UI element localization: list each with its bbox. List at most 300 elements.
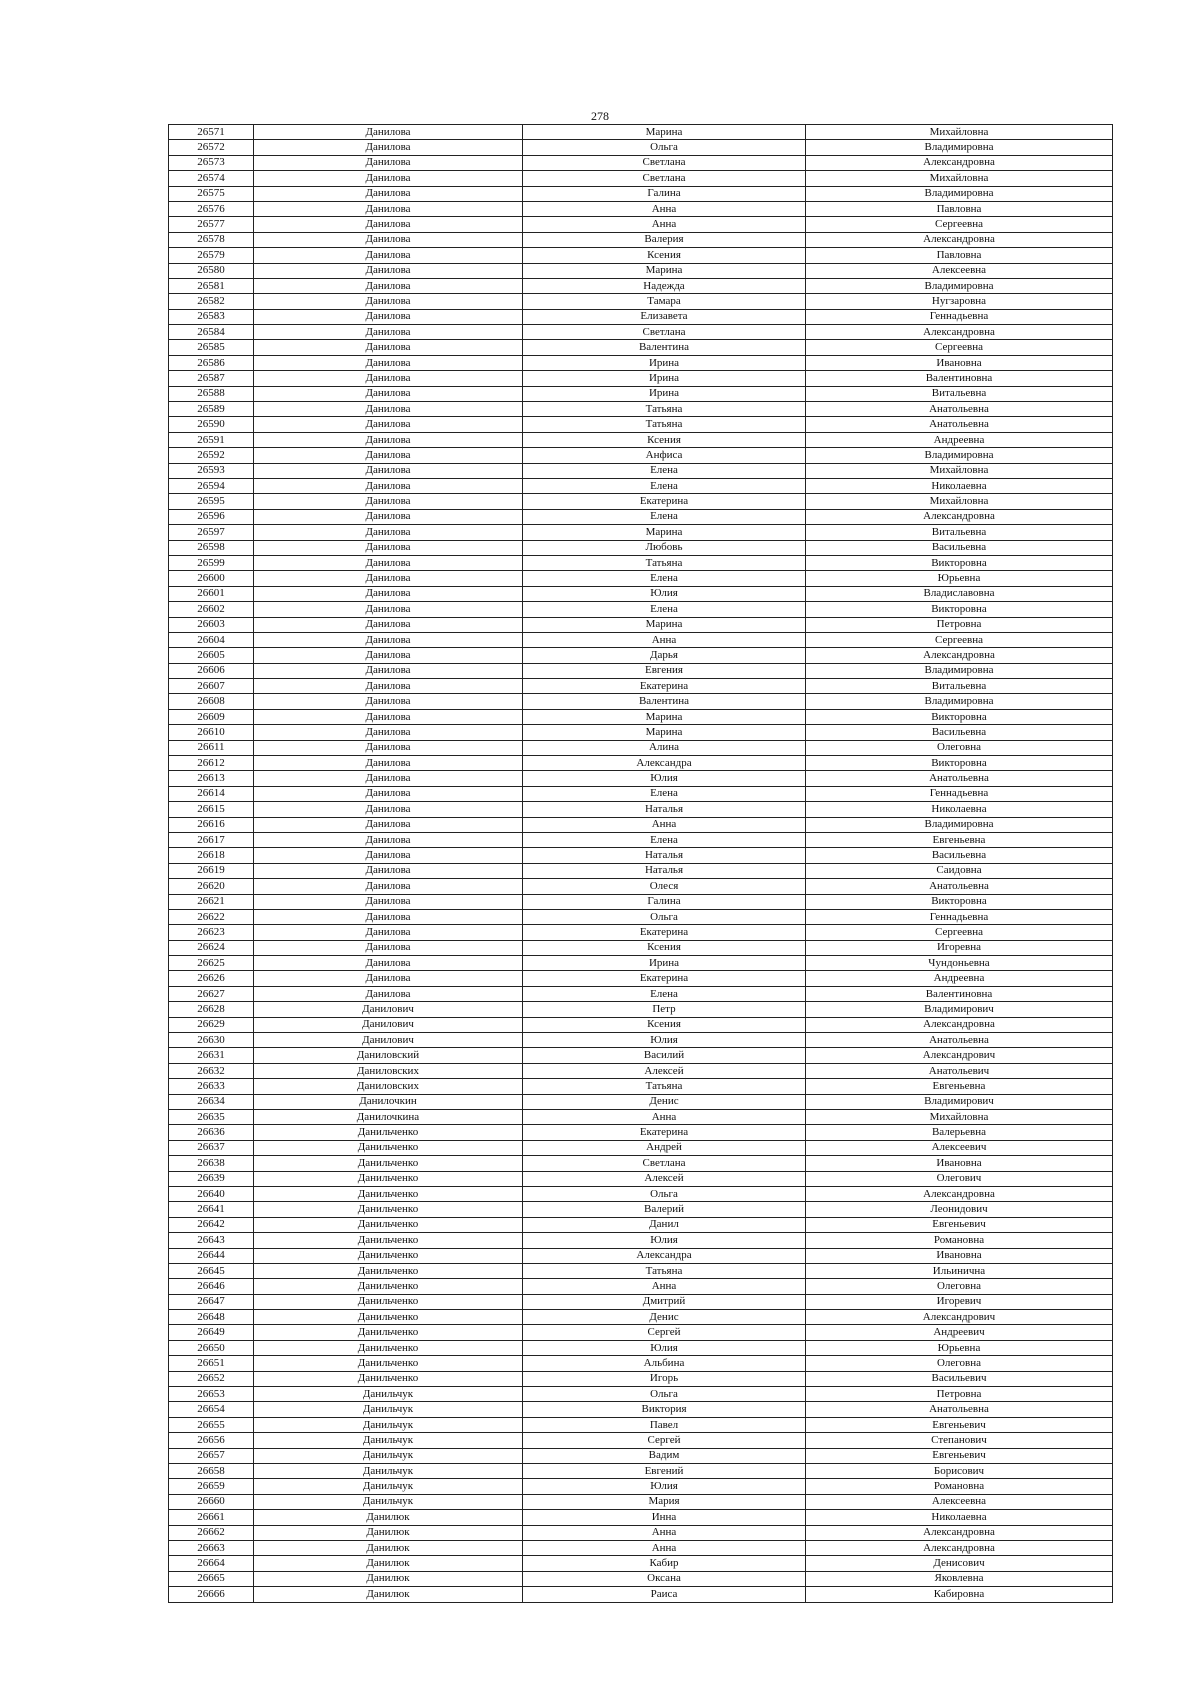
first-name-cell: Светлана xyxy=(523,325,806,340)
first-name-cell: Светлана xyxy=(523,171,806,186)
last-name-cell: Даниловских xyxy=(254,1063,523,1078)
table-row xyxy=(169,571,1113,586)
last-name-cell: Данилова xyxy=(254,294,523,309)
last-name-cell: Данильченко xyxy=(254,1248,523,1263)
table-row xyxy=(169,894,1113,909)
table-row xyxy=(169,1587,1113,1602)
record-number-cell: 26639 xyxy=(169,1171,254,1186)
patronymic-cell: Владиславовна xyxy=(806,586,1113,601)
record-number-cell: 26654 xyxy=(169,1402,254,1417)
first-name-cell: Юлия xyxy=(523,771,806,786)
record-number-cell: 26628 xyxy=(169,1002,254,1017)
record-number-cell: 26577 xyxy=(169,217,254,232)
last-name-cell: Данилова xyxy=(254,325,523,340)
table-row xyxy=(169,125,1113,140)
table-row xyxy=(169,1079,1113,1094)
first-name-cell: Анна xyxy=(523,1525,806,1540)
last-name-cell: Данилова xyxy=(254,386,523,401)
table-row xyxy=(169,509,1113,524)
patronymic-cell: Степанович xyxy=(806,1433,1113,1448)
record-number-cell: 26596 xyxy=(169,509,254,524)
last-name-cell: Данильченко xyxy=(254,1171,523,1186)
patronymic-cell: Сергеевна xyxy=(806,632,1113,647)
last-name-cell: Данилова xyxy=(254,448,523,463)
first-name-cell: Валерий xyxy=(523,1202,806,1217)
patronymic-cell: Владимирович xyxy=(806,1002,1113,1017)
table-row xyxy=(169,802,1113,817)
first-name-cell: Елена xyxy=(523,986,806,1001)
last-name-cell: Данильченко xyxy=(254,1140,523,1155)
first-name-cell: Ирина xyxy=(523,956,806,971)
record-number-cell: 26600 xyxy=(169,571,254,586)
patronymic-cell: Владимирович xyxy=(806,1094,1113,1109)
record-number-cell: 26664 xyxy=(169,1556,254,1571)
table-row xyxy=(169,1294,1113,1309)
first-name-cell: Алина xyxy=(523,740,806,755)
record-number-cell: 26623 xyxy=(169,925,254,940)
first-name-cell: Анна xyxy=(523,201,806,216)
first-name-cell: Елена xyxy=(523,571,806,586)
first-name-cell: Денис xyxy=(523,1094,806,1109)
last-name-cell: Данильченко xyxy=(254,1186,523,1201)
record-number-cell: 26605 xyxy=(169,648,254,663)
table-row xyxy=(169,1325,1113,1340)
record-number-cell: 26592 xyxy=(169,448,254,463)
last-name-cell: Данилюк xyxy=(254,1540,523,1555)
last-name-cell: Данилова xyxy=(254,494,523,509)
first-name-cell: Евгения xyxy=(523,663,806,678)
patronymic-cell: Викторовна xyxy=(806,894,1113,909)
table-row xyxy=(169,1110,1113,1125)
table-row xyxy=(169,740,1113,755)
last-name-cell: Данильчук xyxy=(254,1402,523,1417)
record-number-cell: 26663 xyxy=(169,1540,254,1555)
last-name-cell: Данилова xyxy=(254,355,523,370)
first-name-cell: Марина xyxy=(523,709,806,724)
last-name-cell: Данилова xyxy=(254,863,523,878)
patronymic-cell: Анатольевна xyxy=(806,771,1113,786)
table-row xyxy=(169,232,1113,247)
first-name-cell: Виктория xyxy=(523,1402,806,1417)
last-name-cell: Данильченко xyxy=(254,1202,523,1217)
record-number-cell: 26572 xyxy=(169,140,254,155)
last-name-cell: Данильченко xyxy=(254,1371,523,1386)
patronymic-cell: Анатольевна xyxy=(806,417,1113,432)
first-name-cell: Татьяна xyxy=(523,555,806,570)
patronymic-cell: Геннадьевна xyxy=(806,909,1113,924)
record-number-cell: 26624 xyxy=(169,940,254,955)
last-name-cell: Даниловский xyxy=(254,1048,523,1063)
record-number-cell: 26659 xyxy=(169,1479,254,1494)
table-row xyxy=(169,325,1113,340)
first-name-cell: Сергей xyxy=(523,1433,806,1448)
first-name-cell: Анна xyxy=(523,1110,806,1125)
record-number-cell: 26603 xyxy=(169,617,254,632)
first-name-cell: Евгений xyxy=(523,1463,806,1478)
patronymic-cell: Евгеньевна xyxy=(806,832,1113,847)
table-row xyxy=(169,1448,1113,1463)
record-number-cell: 26635 xyxy=(169,1110,254,1125)
last-name-cell: Данилова xyxy=(254,832,523,847)
patronymic-cell: Владимировна xyxy=(806,663,1113,678)
table-row xyxy=(169,417,1113,432)
last-name-cell: Данилова xyxy=(254,402,523,417)
first-name-cell: Игорь xyxy=(523,1371,806,1386)
first-name-cell: Василий xyxy=(523,1048,806,1063)
last-name-cell: Данилович xyxy=(254,1033,523,1048)
last-name-cell: Данилова xyxy=(254,740,523,755)
patronymic-cell: Васильевна xyxy=(806,540,1113,555)
record-number-cell: 26598 xyxy=(169,540,254,555)
patronymic-cell: Анатольевна xyxy=(806,402,1113,417)
first-name-cell: Марина xyxy=(523,617,806,632)
table-row xyxy=(169,478,1113,493)
patronymic-cell: Михайловна xyxy=(806,463,1113,478)
patronymic-cell: Андреевна xyxy=(806,432,1113,447)
first-name-cell: Галина xyxy=(523,894,806,909)
patronymic-cell: Александровна xyxy=(806,155,1113,170)
table-row xyxy=(169,555,1113,570)
first-name-cell: Раиса xyxy=(523,1587,806,1602)
patronymic-cell: Михайловна xyxy=(806,494,1113,509)
table-row xyxy=(169,1310,1113,1325)
patronymic-cell: Викторовна xyxy=(806,756,1113,771)
last-name-cell: Данильченко xyxy=(254,1263,523,1278)
patronymic-cell: Валерьевна xyxy=(806,1125,1113,1140)
table-row xyxy=(169,386,1113,401)
record-number-cell: 26634 xyxy=(169,1094,254,1109)
record-number-cell: 26581 xyxy=(169,278,254,293)
patronymic-cell: Олеговна xyxy=(806,1356,1113,1371)
patronymic-cell: Владимировна xyxy=(806,278,1113,293)
first-name-cell: Ольга xyxy=(523,140,806,155)
table-row xyxy=(169,1540,1113,1555)
first-name-cell: Ирина xyxy=(523,371,806,386)
table-row xyxy=(169,1002,1113,1017)
last-name-cell: Данилова xyxy=(254,971,523,986)
first-name-cell: Елена xyxy=(523,478,806,493)
patronymic-cell: Евгеньевна xyxy=(806,1079,1113,1094)
table-row xyxy=(169,1202,1113,1217)
record-number-cell: 26578 xyxy=(169,232,254,247)
record-number-cell: 26611 xyxy=(169,740,254,755)
last-name-cell: Данильченко xyxy=(254,1217,523,1232)
record-number-cell: 26617 xyxy=(169,832,254,847)
record-number-cell: 26610 xyxy=(169,725,254,740)
last-name-cell: Данилова xyxy=(254,555,523,570)
registry-table-body xyxy=(169,125,1113,1603)
table-row xyxy=(169,925,1113,940)
first-name-cell: Ксения xyxy=(523,940,806,955)
record-number-cell: 26665 xyxy=(169,1571,254,1586)
table-row xyxy=(169,494,1113,509)
last-name-cell: Данилова xyxy=(254,756,523,771)
table-row xyxy=(169,278,1113,293)
table-row xyxy=(169,1356,1113,1371)
table-row xyxy=(169,1494,1113,1509)
record-number-cell: 26649 xyxy=(169,1325,254,1340)
last-name-cell: Данилова xyxy=(254,140,523,155)
first-name-cell: Юлия xyxy=(523,1479,806,1494)
patronymic-cell: Олеговна xyxy=(806,1279,1113,1294)
table-row xyxy=(169,1125,1113,1140)
table-row xyxy=(169,1063,1113,1078)
last-name-cell: Данилова xyxy=(254,340,523,355)
last-name-cell: Данилова xyxy=(254,478,523,493)
table-row xyxy=(169,986,1113,1001)
table-row xyxy=(169,909,1113,924)
record-number-cell: 26593 xyxy=(169,463,254,478)
table-row xyxy=(169,1510,1113,1525)
record-number-cell: 26650 xyxy=(169,1340,254,1355)
record-number-cell: 26656 xyxy=(169,1433,254,1448)
record-number-cell: 26618 xyxy=(169,848,254,863)
record-number-cell: 26591 xyxy=(169,432,254,447)
record-number-cell: 26584 xyxy=(169,325,254,340)
patronymic-cell: Валентиновна xyxy=(806,986,1113,1001)
first-name-cell: Анна xyxy=(523,1279,806,1294)
table-row xyxy=(169,294,1113,309)
last-name-cell: Данилова xyxy=(254,648,523,663)
first-name-cell: Вадим xyxy=(523,1448,806,1463)
patronymic-cell: Юрьевна xyxy=(806,571,1113,586)
patronymic-cell: Анатольевна xyxy=(806,1033,1113,1048)
first-name-cell: Ольга xyxy=(523,909,806,924)
record-number-cell: 26595 xyxy=(169,494,254,509)
table-row xyxy=(169,586,1113,601)
last-name-cell: Данильченко xyxy=(254,1310,523,1325)
patronymic-cell: Геннадьевна xyxy=(806,309,1113,324)
patronymic-cell: Михайловна xyxy=(806,125,1113,140)
record-number-cell: 26647 xyxy=(169,1294,254,1309)
first-name-cell: Оксана xyxy=(523,1571,806,1586)
last-name-cell: Данилочкина xyxy=(254,1110,523,1125)
first-name-cell: Елена xyxy=(523,509,806,524)
table-row xyxy=(169,956,1113,971)
record-number-cell: 26655 xyxy=(169,1417,254,1432)
last-name-cell: Данилова xyxy=(254,894,523,909)
table-row xyxy=(169,663,1113,678)
last-name-cell: Данильченко xyxy=(254,1233,523,1248)
first-name-cell: Анна xyxy=(523,817,806,832)
table-row xyxy=(169,817,1113,832)
patronymic-cell: Геннадьевна xyxy=(806,786,1113,801)
record-number-cell: 26638 xyxy=(169,1156,254,1171)
patronymic-cell: Александровна xyxy=(806,325,1113,340)
patronymic-cell: Алексеевич xyxy=(806,1140,1113,1155)
record-number-cell: 26609 xyxy=(169,709,254,724)
first-name-cell: Светлана xyxy=(523,1156,806,1171)
first-name-cell: Екатерина xyxy=(523,971,806,986)
first-name-cell: Татьяна xyxy=(523,417,806,432)
record-number-cell: 26626 xyxy=(169,971,254,986)
table-row xyxy=(169,371,1113,386)
last-name-cell: Данильчук xyxy=(254,1494,523,1509)
table-row xyxy=(169,263,1113,278)
record-number-cell: 26615 xyxy=(169,802,254,817)
first-name-cell: Павел xyxy=(523,1417,806,1432)
first-name-cell: Сергей xyxy=(523,1325,806,1340)
last-name-cell: Данильченко xyxy=(254,1294,523,1309)
record-number-cell: 26586 xyxy=(169,355,254,370)
first-name-cell: Екатерина xyxy=(523,1125,806,1140)
table-row xyxy=(169,432,1113,447)
first-name-cell: Ольга xyxy=(523,1186,806,1201)
patronymic-cell: Игоревна xyxy=(806,940,1113,955)
record-number-cell: 26582 xyxy=(169,294,254,309)
last-name-cell: Данилова xyxy=(254,586,523,601)
table-row xyxy=(169,217,1113,232)
patronymic-cell: Чундоньевна xyxy=(806,956,1113,971)
first-name-cell: Марина xyxy=(523,725,806,740)
first-name-cell: Валентина xyxy=(523,694,806,709)
first-name-cell: Анфиса xyxy=(523,448,806,463)
last-name-cell: Данилова xyxy=(254,232,523,247)
last-name-cell: Данилович xyxy=(254,1002,523,1017)
record-number-cell: 26599 xyxy=(169,555,254,570)
table-row xyxy=(169,540,1113,555)
patronymic-cell: Евгеньевич xyxy=(806,1448,1113,1463)
first-name-cell: Александра xyxy=(523,1248,806,1263)
patronymic-cell: Витальевна xyxy=(806,525,1113,540)
patronymic-cell: Леонидович xyxy=(806,1202,1113,1217)
table-row xyxy=(169,1479,1113,1494)
patronymic-cell: Васильевна xyxy=(806,725,1113,740)
last-name-cell: Данильчук xyxy=(254,1448,523,1463)
patronymic-cell: Олегович xyxy=(806,1171,1113,1186)
patronymic-cell: Петровна xyxy=(806,1387,1113,1402)
last-name-cell: Данилюк xyxy=(254,1587,523,1602)
record-number-cell: 26641 xyxy=(169,1202,254,1217)
record-number-cell: 26653 xyxy=(169,1387,254,1402)
first-name-cell: Мария xyxy=(523,1494,806,1509)
table-row xyxy=(169,1556,1113,1571)
patronymic-cell: Нугзаровна xyxy=(806,294,1113,309)
first-name-cell: Екатерина xyxy=(523,494,806,509)
patronymic-cell: Алексеевна xyxy=(806,263,1113,278)
last-name-cell: Данилюк xyxy=(254,1525,523,1540)
table-row xyxy=(169,832,1113,847)
last-name-cell: Данилова xyxy=(254,217,523,232)
table-row xyxy=(169,1371,1113,1386)
first-name-cell: Анна xyxy=(523,1540,806,1555)
first-name-cell: Татьяна xyxy=(523,1263,806,1278)
record-number-cell: 26574 xyxy=(169,171,254,186)
first-name-cell: Анна xyxy=(523,632,806,647)
record-number-cell: 26571 xyxy=(169,125,254,140)
table-row xyxy=(169,1186,1113,1201)
record-number-cell: 26589 xyxy=(169,402,254,417)
last-name-cell: Данилова xyxy=(254,248,523,263)
table-row xyxy=(169,648,1113,663)
table-row xyxy=(169,1433,1113,1448)
last-name-cell: Данильчук xyxy=(254,1479,523,1494)
table-row xyxy=(169,679,1113,694)
record-number-cell: 26661 xyxy=(169,1510,254,1525)
patronymic-cell: Петровна xyxy=(806,617,1113,632)
record-number-cell: 26585 xyxy=(169,340,254,355)
first-name-cell: Ирина xyxy=(523,355,806,370)
first-name-cell: Юлия xyxy=(523,1340,806,1355)
last-name-cell: Данильченко xyxy=(254,1356,523,1371)
patronymic-cell: Викторовна xyxy=(806,555,1113,570)
record-number-cell: 26583 xyxy=(169,309,254,324)
record-number-cell: 26658 xyxy=(169,1463,254,1478)
record-number-cell: 26622 xyxy=(169,909,254,924)
table-row xyxy=(169,1417,1113,1432)
table-row xyxy=(169,771,1113,786)
record-number-cell: 26616 xyxy=(169,817,254,832)
first-name-cell: Ксения xyxy=(523,1017,806,1032)
last-name-cell: Данилова xyxy=(254,155,523,170)
registry-table xyxy=(168,124,1113,1603)
last-name-cell: Данилова xyxy=(254,956,523,971)
record-number-cell: 26587 xyxy=(169,371,254,386)
last-name-cell: Данилова xyxy=(254,786,523,801)
record-number-cell: 26612 xyxy=(169,756,254,771)
first-name-cell: Светлана xyxy=(523,155,806,170)
first-name-cell: Любовь xyxy=(523,540,806,555)
table-row xyxy=(169,248,1113,263)
first-name-cell: Екатерина xyxy=(523,679,806,694)
patronymic-cell: Евгеньевич xyxy=(806,1217,1113,1232)
patronymic-cell: Витальевна xyxy=(806,386,1113,401)
record-number-cell: 26614 xyxy=(169,786,254,801)
patronymic-cell: Владимировна xyxy=(806,448,1113,463)
last-name-cell: Данильченко xyxy=(254,1340,523,1355)
last-name-cell: Данилова xyxy=(254,525,523,540)
first-name-cell: Дмитрий xyxy=(523,1294,806,1309)
patronymic-cell: Романовна xyxy=(806,1479,1113,1494)
patronymic-cell: Владимировна xyxy=(806,694,1113,709)
table-row xyxy=(169,171,1113,186)
record-number-cell: 26629 xyxy=(169,1017,254,1032)
first-name-cell: Тамара xyxy=(523,294,806,309)
patronymic-cell: Сергеевна xyxy=(806,217,1113,232)
patronymic-cell: Юрьевна xyxy=(806,1340,1113,1355)
patronymic-cell: Александровна xyxy=(806,1540,1113,1555)
first-name-cell: Ксения xyxy=(523,248,806,263)
table-row xyxy=(169,725,1113,740)
record-number-cell: 26631 xyxy=(169,1048,254,1063)
last-name-cell: Данильчук xyxy=(254,1417,523,1432)
record-number-cell: 26652 xyxy=(169,1371,254,1386)
last-name-cell: Данилова xyxy=(254,371,523,386)
last-name-cell: Данилова xyxy=(254,709,523,724)
last-name-cell: Данильченко xyxy=(254,1279,523,1294)
table-row xyxy=(169,694,1113,709)
first-name-cell: Олеся xyxy=(523,879,806,894)
last-name-cell: Данильченко xyxy=(254,1125,523,1140)
patronymic-cell: Александровна xyxy=(806,232,1113,247)
first-name-cell: Юлия xyxy=(523,1033,806,1048)
first-name-cell: Ирина xyxy=(523,386,806,401)
last-name-cell: Данилова xyxy=(254,986,523,1001)
table-row xyxy=(169,1171,1113,1186)
table-row xyxy=(169,355,1113,370)
table-row xyxy=(169,786,1113,801)
record-number-cell: 26642 xyxy=(169,1217,254,1232)
patronymic-cell: Николаевна xyxy=(806,1510,1113,1525)
last-name-cell: Данилюк xyxy=(254,1510,523,1525)
table-row xyxy=(169,1571,1113,1586)
patronymic-cell: Александровна xyxy=(806,1017,1113,1032)
table-row xyxy=(169,463,1113,478)
record-number-cell: 26590 xyxy=(169,417,254,432)
patronymic-cell: Денисович xyxy=(806,1556,1113,1571)
patronymic-cell: Васильевна xyxy=(806,848,1113,863)
patronymic-cell: Михайловна xyxy=(806,171,1113,186)
